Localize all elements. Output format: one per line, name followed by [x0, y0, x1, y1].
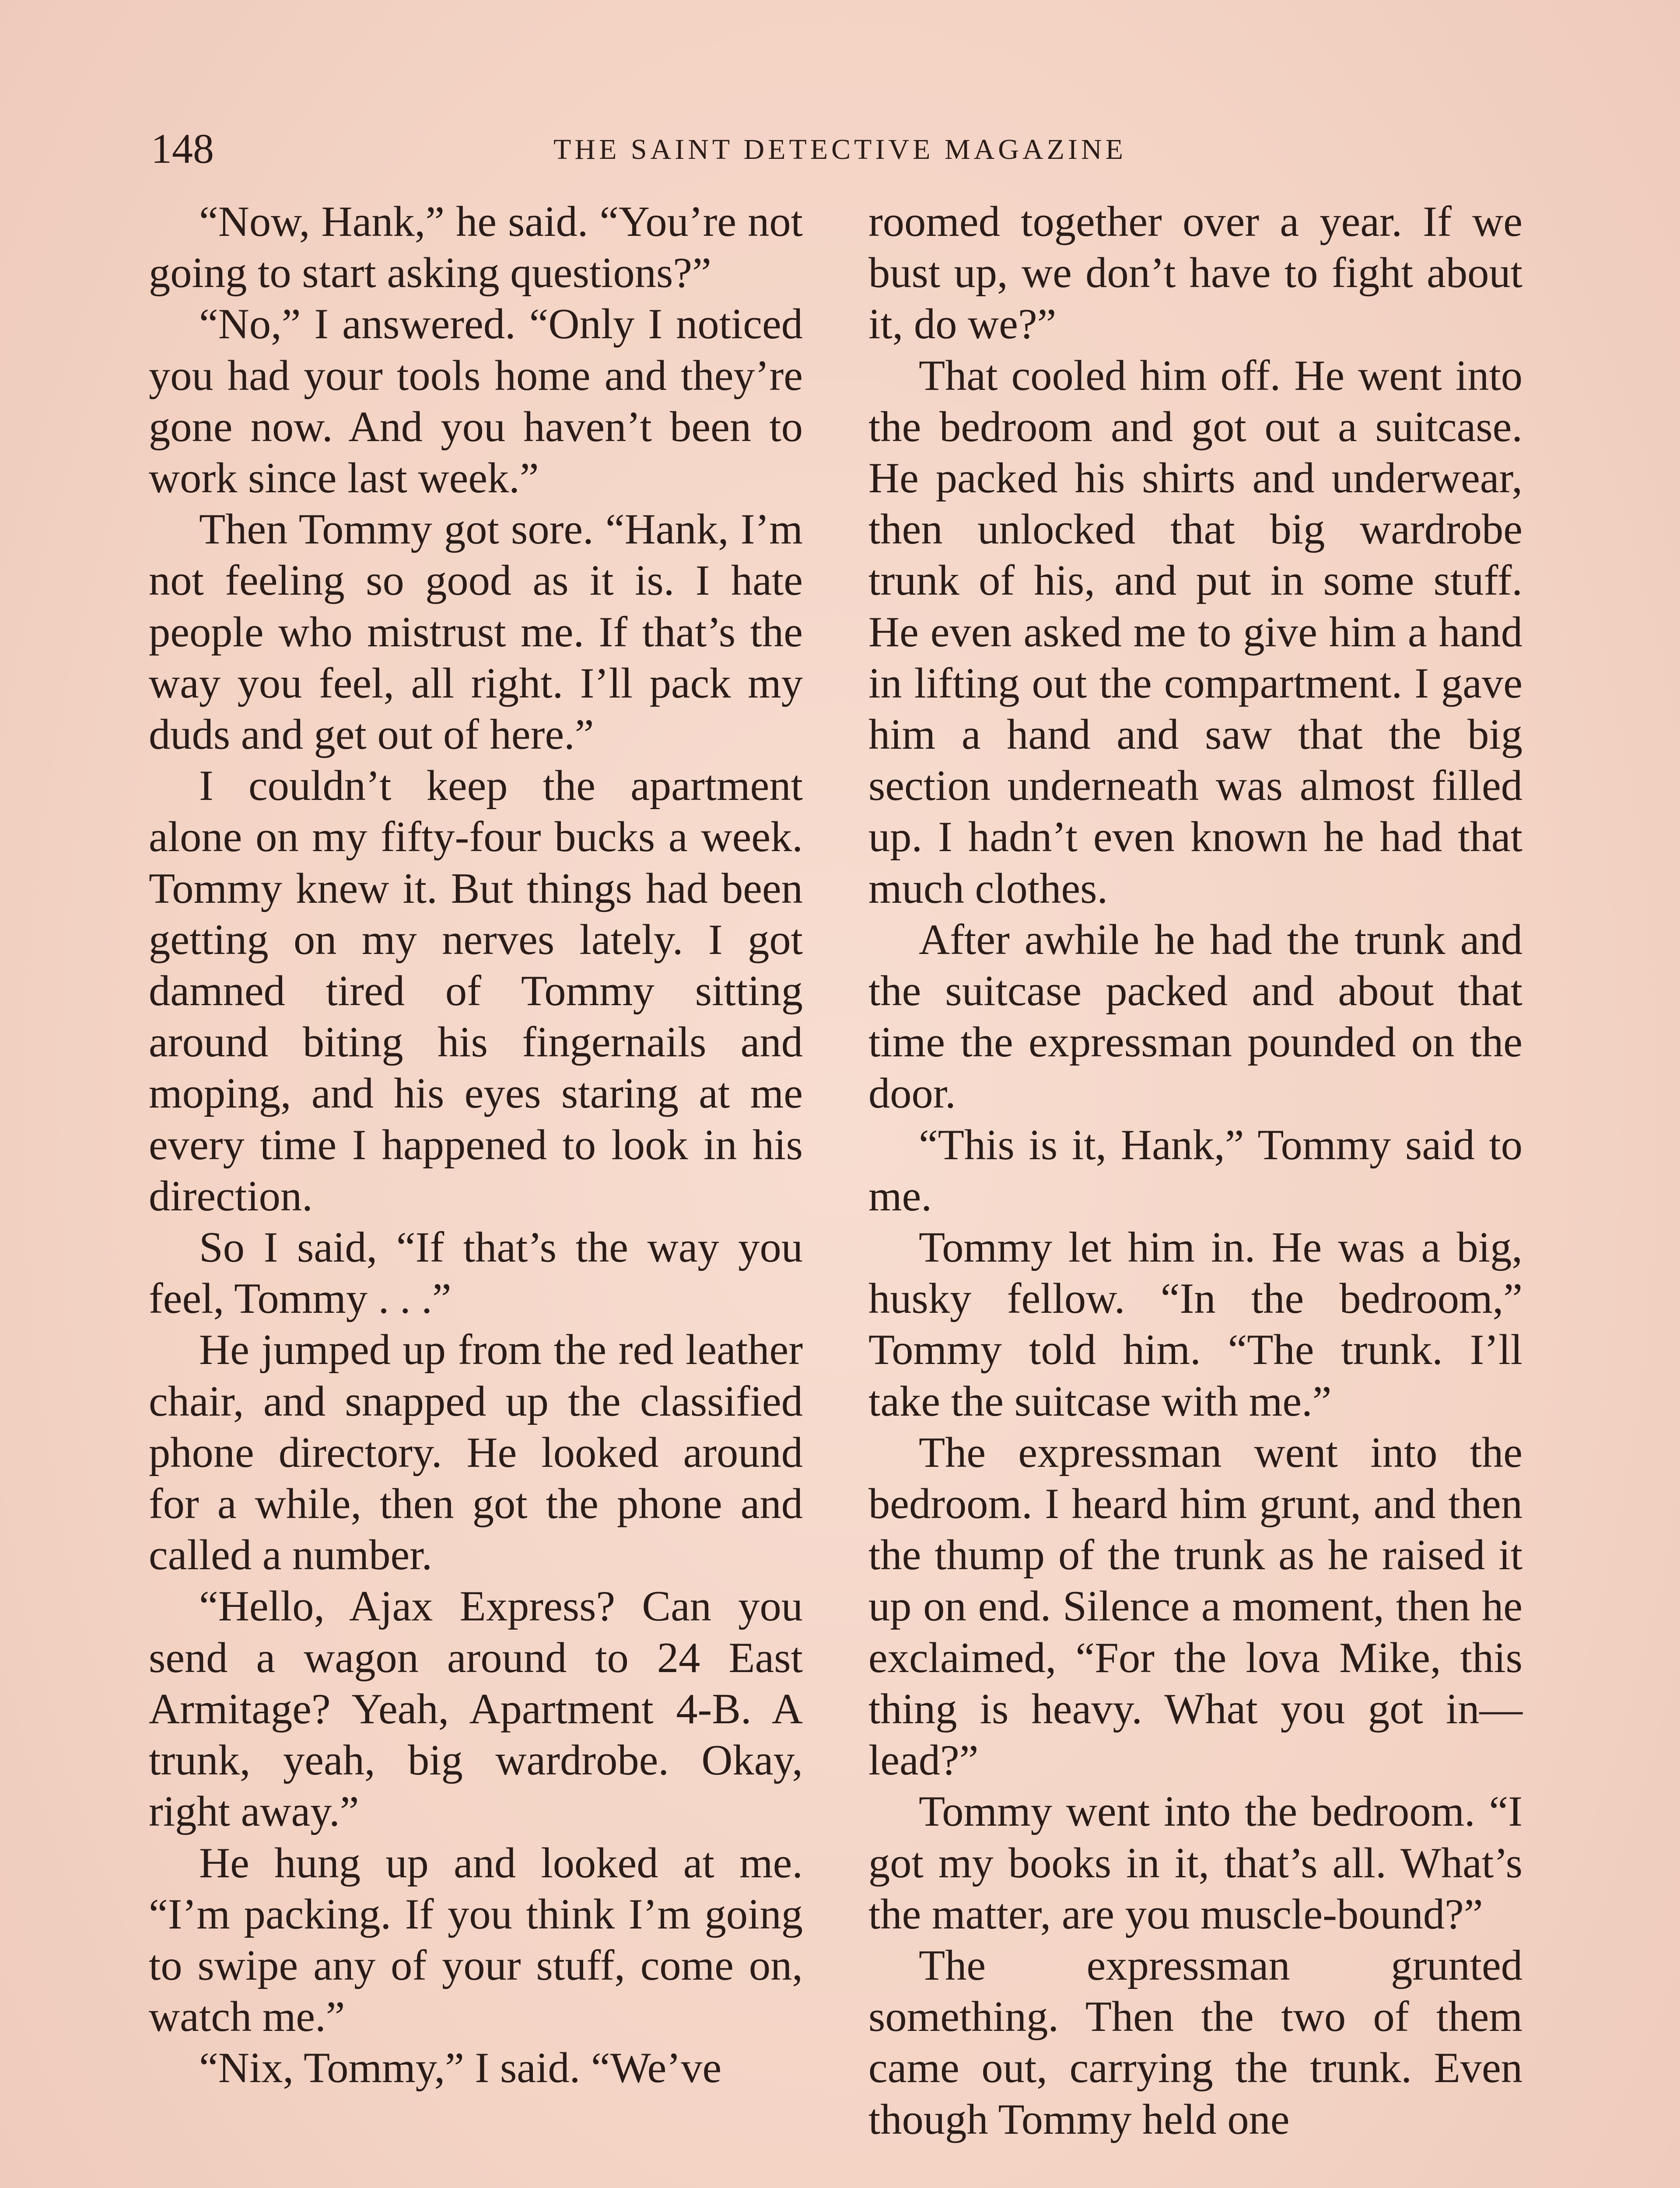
paragraph: “Nix, Tommy,” I said. “We’ve [199, 2044, 722, 2092]
paragraph: “Now, Hank,” he said. “You’re not going to start asking questions?” [149, 198, 803, 297]
running-title: THE SAINT DETECTIVE MAGAZINE [553, 133, 1127, 165]
left-column [149, 196, 803, 2094]
paragraph: “Hello, Ajax Express? Can you send a wagon around to 24 East Armitage? Yeah, Apartment 4-B. A trunk, yeah, big wardrobe. Okay, right away.” [149, 1582, 803, 1836]
paragraph: “This is it, Hank,” Tommy said to me. [868, 1121, 1522, 1220]
paragraph: I couldn’t keep the apartment alone on my fifty-four bucks a week. Tommy knew it. But things had been getting on my nerves lately. I got damned tired of Tommy sitting around biting his fingernails and moping, and his eyes staring at me every time I happened to look in his direction. [149, 762, 803, 1220]
page-header [151, 125, 1529, 182]
paragraph: He jumped up from the red leather chair, and snapped up the classified phone directory. He looked around for a while, then got the phone and called a number. [149, 1326, 803, 1579]
paragraph: Tommy let him in. He was a big, husky fellow. “In the bedroom,” Tommy told him. “The trunk. I’ll take the suitcase with me.” [868, 1224, 1522, 1425]
paragraph: That cooled him off. He went into the bedroom and got out a suitcase. He packed his shirts and underwear, then unlocked that big wardrobe trunk of his, and put in some stuff. He even asked me to give him a hand in lifting out the compartment. I gave him a hand and saw that the big section underneath was almost filled up. I hadn’t even known he had that much clothes. [868, 351, 1522, 912]
right-column [868, 196, 1522, 2145]
paragraph: So I said, “If that’s the way you feel, Tommy . . .” [149, 1224, 803, 1323]
paragraph: He hung up and looked at me. “I’m packing. If you think I’m going to swipe any of your stuff, come on, watch me.” [149, 1839, 803, 2041]
paragraph-continuation: roomed together over a year. If we bust up, we don’t have to fight about it, do we?” [868, 198, 1522, 348]
paragraph: After awhile he had the trunk and the suitcase packed and about that time the expressman pounded on the door. [868, 915, 1522, 1118]
page-number: 148 [151, 125, 214, 172]
paragraph: The expressman grunted something. Then the two of them came out, carrying the trunk. Even though Tommy held one [868, 1941, 1522, 2143]
paragraph: Tommy went into the bedroom. “I got my books in it, that’s all. What’s the matter, are you muscle-bound?” [868, 1788, 1522, 1938]
paragraph: The expressman went into the bedroom. I heard him grunt, and then the thump of the trunk as he raised it up on end. Silence a moment, then he exclaimed, “For the lova Mike, this thing is heavy. What you got in—lead?” [868, 1428, 1522, 1785]
paragraph: “No,” I answered. “Only I noticed you had your tools home and they’re gone now. And you haven’t been to work since last week.” [149, 300, 803, 502]
paragraph: Then Tommy got sore. “Hank, I’m not feeling so good as it is. I hate people who mistrust me. If that’s the way you feel, all right. I’ll pack my duds and get out of here.” [149, 505, 803, 759]
